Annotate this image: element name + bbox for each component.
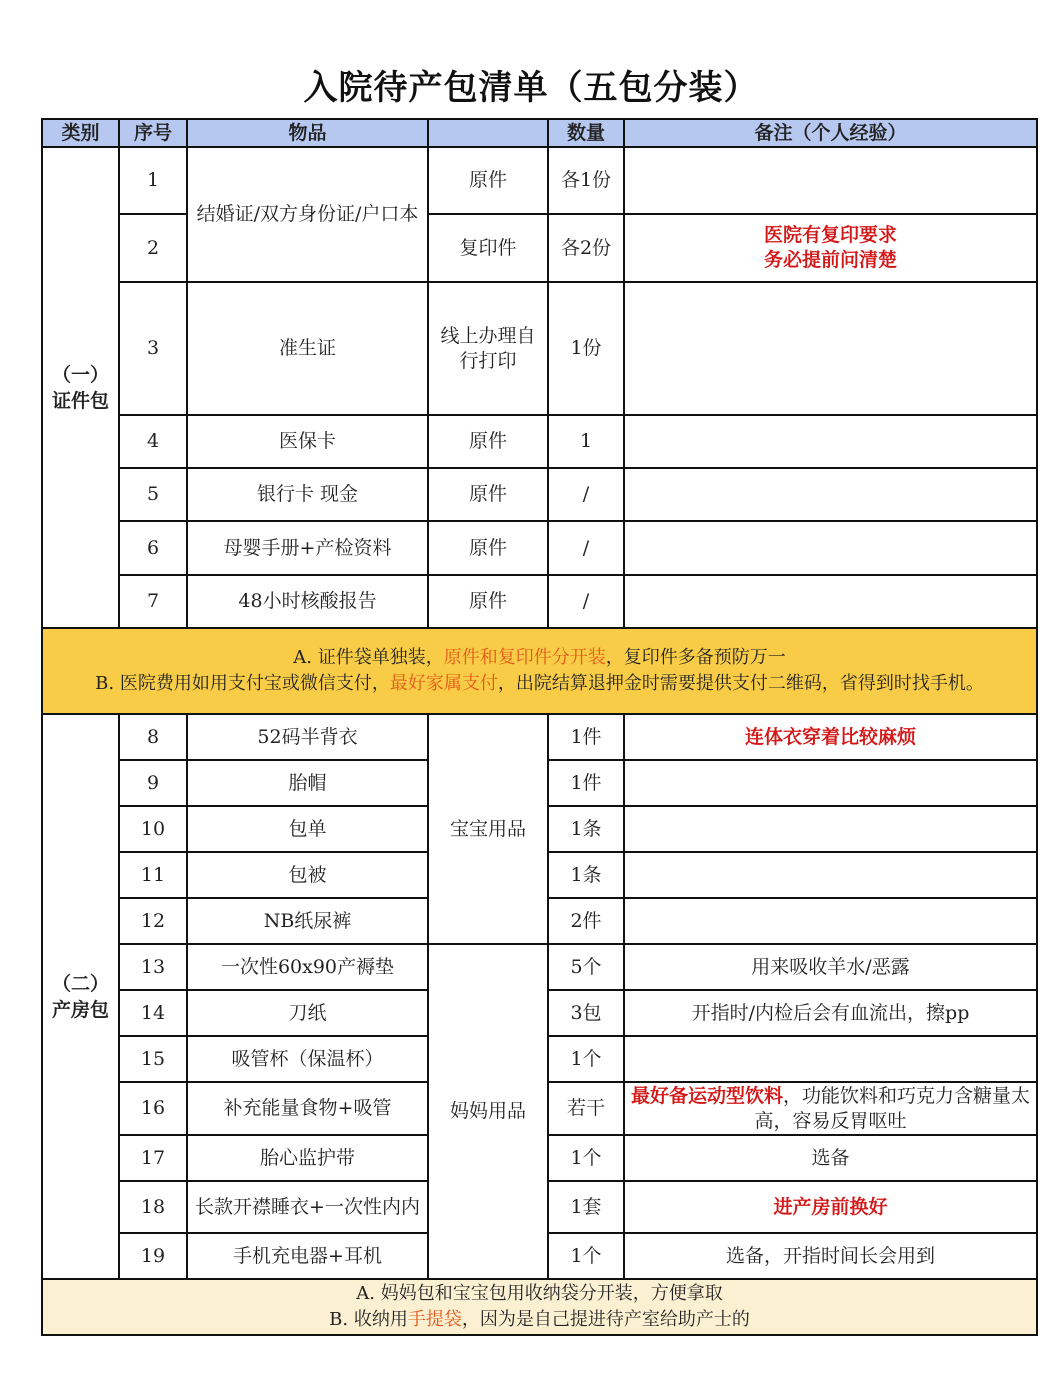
row-index: 7 <box>119 575 187 628</box>
page-title: 入院待产包清单（五包分装） <box>303 68 759 108</box>
row-quantity: 1件 <box>548 714 624 760</box>
row-index: 6 <box>119 521 187 575</box>
row-index: 8 <box>119 714 187 760</box>
table-row <box>42 147 1037 214</box>
row-quantity: 1个 <box>548 1233 624 1279</box>
row-index: 4 <box>119 415 187 468</box>
row-item: 母婴手册+产检资料 <box>187 521 428 575</box>
note-line: 务必提前问清楚 <box>763 249 897 271</box>
row-quantity: 1件 <box>548 760 624 806</box>
row-quantity: 1个 <box>548 1036 624 1082</box>
row-quantity: 1 <box>548 415 624 468</box>
row-index: 13 <box>119 944 187 990</box>
row-note <box>624 282 1037 415</box>
row-note: 用来吸收羊水/恶露 <box>624 944 1037 990</box>
header-notes: 备注（个人经验） <box>624 119 1037 147</box>
row-note: 开指时/内检后会有血流出，擦pp <box>624 990 1037 1036</box>
row-item: 准生证 <box>187 282 428 415</box>
header-type <box>428 119 548 147</box>
row-index: 12 <box>119 898 187 944</box>
table-row <box>42 282 1037 415</box>
row-index: 14 <box>119 990 187 1036</box>
category-documents <box>42 147 119 628</box>
row-quantity: 5个 <box>548 944 624 990</box>
row-type: 原件 <box>428 415 548 468</box>
category-number: （二） <box>51 972 109 995</box>
row-type: 原件 <box>428 575 548 628</box>
row-note <box>624 521 1037 575</box>
row-note <box>624 1036 1037 1082</box>
header-item: 物品 <box>187 119 428 147</box>
section-footnote <box>42 628 1037 714</box>
row-note <box>624 147 1037 214</box>
row-quantity: / <box>548 521 624 575</box>
footnote-line-b: B. 收纳用手提袋，因为是自己提进待产室给助产士的 <box>329 1309 750 1330</box>
row-item: 手机充电器+耳机 <box>187 1233 428 1279</box>
row-item: 一次性60x90产褥垫 <box>187 944 428 990</box>
row-item: 补充能量食物+吸管 <box>187 1082 428 1135</box>
note-text: ，功能饮料和巧克力含糖量太高，容易反胃呕吐 <box>754 1084 1031 1132</box>
row-index: 9 <box>119 760 187 806</box>
row-quantity: / <box>548 575 624 628</box>
row-note <box>624 852 1037 898</box>
row-note <box>624 898 1037 944</box>
row-item: 包单 <box>187 806 428 852</box>
category-label: 产房包 <box>51 998 109 1021</box>
checklist-table <box>41 118 1038 1336</box>
row-type: 复印件 <box>428 214 548 282</box>
note-highlight: 最好备运动型饮料 <box>630 1084 783 1107</box>
header-category: 类别 <box>42 119 119 147</box>
row-quantity: 各1份 <box>548 147 624 214</box>
row-note <box>624 415 1037 468</box>
row-index: 18 <box>119 1181 187 1233</box>
row-type: 线上办理自行打印 <box>428 282 548 415</box>
header-quantity: 数量 <box>548 119 624 147</box>
row-index: 10 <box>119 806 187 852</box>
table-row <box>42 521 1037 575</box>
row-item: 结婚证/双方身份证/户口本 <box>187 147 428 282</box>
row-quantity: 1条 <box>548 806 624 852</box>
row-quantity: 1份 <box>548 282 624 415</box>
note-line: 医院有复印要求 <box>763 224 897 246</box>
group-baby: 宝宝用品 <box>428 714 548 944</box>
row-note: 连体衣穿着比较麻烦 <box>624 714 1037 760</box>
row-note <box>624 575 1037 628</box>
row-quantity: 1个 <box>548 1135 624 1181</box>
footnote-line-a: A. 妈妈包和宝宝包用收纳袋分开装，方便拿取 <box>356 1283 723 1304</box>
row-note <box>624 214 1037 282</box>
row-item: NB纸尿裤 <box>187 898 428 944</box>
row-item: 48小时核酸报告 <box>187 575 428 628</box>
row-quantity: 2件 <box>548 898 624 944</box>
row-item: 银行卡 现金 <box>187 468 428 521</box>
row-index: 1 <box>119 147 187 214</box>
row-index: 3 <box>119 282 187 415</box>
row-index: 2 <box>119 214 187 282</box>
table-row <box>42 575 1037 628</box>
row-item: 胎帽 <box>187 760 428 806</box>
row-note: 选备 <box>624 1135 1037 1181</box>
row-note: 进产房前换好 <box>624 1181 1037 1233</box>
table-row <box>42 944 1037 990</box>
group-mom: 妈妈用品 <box>428 944 548 1279</box>
row-quantity: 1条 <box>548 852 624 898</box>
row-item: 长款开襟睡衣+一次性内内 <box>187 1181 428 1233</box>
category-label: 证件包 <box>51 389 109 412</box>
row-type: 原件 <box>428 147 548 214</box>
row-item: 吸管杯（保温杯） <box>187 1036 428 1082</box>
row-note <box>624 1082 1037 1135</box>
row-index: 19 <box>119 1233 187 1279</box>
row-quantity: 若干 <box>548 1082 624 1135</box>
row-quantity: / <box>548 468 624 521</box>
row-note: 选备，开指时间长会用到 <box>624 1233 1037 1279</box>
section-footnote <box>42 1279 1037 1335</box>
row-item: 52码半背衣 <box>187 714 428 760</box>
table-row <box>42 415 1037 468</box>
row-note <box>624 760 1037 806</box>
row-item: 刀纸 <box>187 990 428 1036</box>
row-item: 医保卡 <box>187 415 428 468</box>
row-type: 原件 <box>428 521 548 575</box>
footnote-line-a: A. 证件袋单独装，原件和复印件分开装，复印件多备预防万一 <box>293 647 786 668</box>
row-type: 原件 <box>428 468 548 521</box>
category-delivery-room <box>42 714 119 1279</box>
table-header <box>42 119 1037 147</box>
header-index: 序号 <box>119 119 187 147</box>
row-item: 包被 <box>187 852 428 898</box>
footnote-line-b: B. 医院费用如用支付宝或微信支付，最好家属支付，出院结算退押金时需要提供支付二维码，省得到时找手机。 <box>95 673 984 694</box>
row-quantity: 1套 <box>548 1181 624 1233</box>
delivery-room-footnote <box>42 1279 1037 1335</box>
row-note <box>624 468 1037 521</box>
category-number: （一） <box>51 363 109 386</box>
row-quantity: 各2份 <box>548 214 624 282</box>
row-index: 5 <box>119 468 187 521</box>
documents-footnote <box>42 628 1037 714</box>
row-note <box>624 806 1037 852</box>
row-item: 胎心监护带 <box>187 1135 428 1181</box>
row-index: 16 <box>119 1082 187 1135</box>
row-index: 17 <box>119 1135 187 1181</box>
table-row <box>42 468 1037 521</box>
row-index: 11 <box>119 852 187 898</box>
row-quantity: 3包 <box>548 990 624 1036</box>
table-row <box>42 714 1037 760</box>
row-index: 15 <box>119 1036 187 1082</box>
